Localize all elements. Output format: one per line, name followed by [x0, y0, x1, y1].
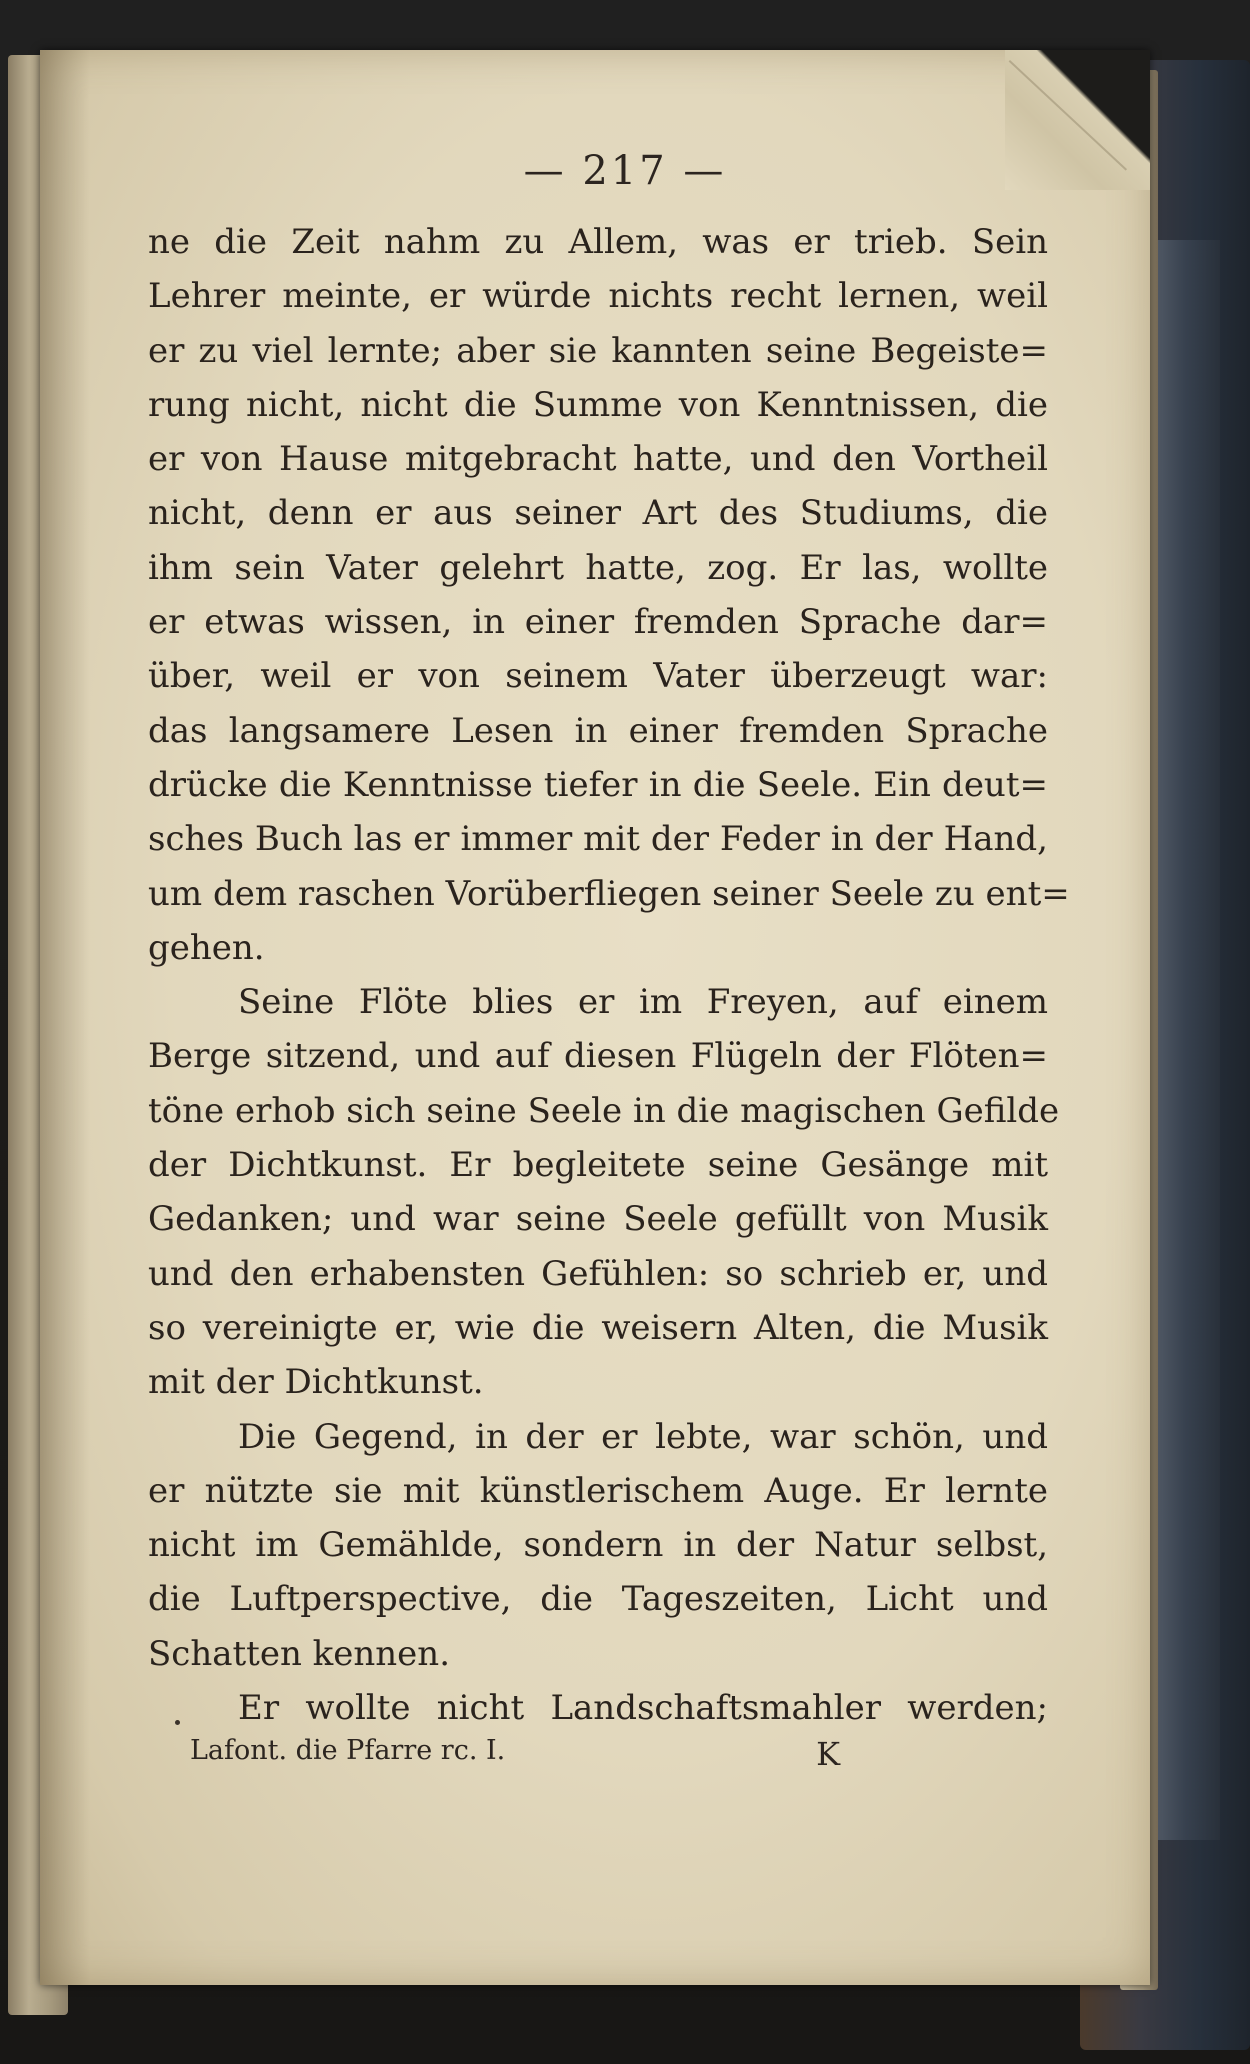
text-line: sches Buch las er immer mit der Feder in der Hand, — [148, 819, 1048, 860]
text-line: Schatten kennen. — [148, 1633, 450, 1674]
book-cover-edge — [1150, 240, 1220, 1840]
ink-spot — [175, 1720, 180, 1725]
text-line: er von Hause mitgebracht hatte, und den Vortheil — [148, 439, 1048, 480]
body-text — [148, 215, 1070, 1735]
text-line: Lehrer meinte, er würde nichts recht lernen, weil — [148, 276, 1048, 317]
page-footer — [190, 1735, 840, 1773]
text-line: Berge sitzend, und auf diesen Flügeln der Flöten= — [148, 1036, 1048, 1077]
gutter-shadow — [40, 50, 90, 1985]
text-line: ne die Zeit nahm zu Allem, was er trieb. Sein — [148, 222, 1048, 262]
text-line: der Dichtkunst. Er begleitete seine Gesänge mit — [148, 1145, 1048, 1186]
signature-line: Lafont. die Pfarre rc. I. — [190, 1735, 506, 1766]
text-line: drücke die Kenntnisse tiefer in die Seele. Ein deut= — [148, 764, 1048, 805]
text-line: Seine Flöte blies er im Freyen, auf einem — [238, 982, 1048, 1023]
text-line: mit der Dichtkunst. — [148, 1362, 484, 1403]
text-line: ihm sein Vater gelehrt hatte, zog. Er las, wollte — [148, 547, 1048, 588]
text-line: die Luftperspective, die Tageszeiten, Licht und — [148, 1579, 1048, 1620]
text-line: so vereinigte er, wie die weisern Alten, die Musik — [148, 1307, 1048, 1348]
text-line: und den erhabensten Gefühlen: so schrieb er, und — [148, 1253, 1048, 1294]
text-line: über, weil er von seinem Vater überzeugt war: — [148, 656, 1048, 697]
text-line: das langsamere Lesen in einer fremden Sprache — [148, 710, 1048, 751]
signature-mark: K — [816, 1735, 840, 1773]
text-line: nicht, denn er aus seiner Art des Studiums, die — [148, 493, 1048, 534]
text-line: töne erhob sich seine Seele in die magischen Gefilde — [148, 1090, 1060, 1131]
text-line: Gedanken; und war seine Seele gefüllt von Musik — [148, 1199, 1048, 1240]
text-line: Die Gegend, in der er lebte, war schön, und — [238, 1416, 1048, 1457]
text-line: er etwas wissen, in einer fremden Sprache dar= — [148, 602, 1048, 643]
page-number: — 217 — — [523, 148, 727, 194]
text-line: rung nicht, nicht die Summe von Kenntnissen, die — [148, 384, 1048, 425]
text-line: er nützte sie mit künstlerischem Auge. Er lernte — [148, 1470, 1048, 1511]
text-line: Er wollte nicht Landschaftsmahler werden; — [238, 1688, 1048, 1729]
text-line: er zu viel lernte; aber sie kannten seine Begeiste= — [148, 330, 1048, 371]
text-line: nicht im Gemählde, sondern in der Natur selbst, — [148, 1525, 1048, 1566]
text-line: um dem raschen Vorüberfliegen seiner Seele zu ent= — [148, 873, 1070, 914]
text-line: gehen. — [148, 927, 265, 968]
